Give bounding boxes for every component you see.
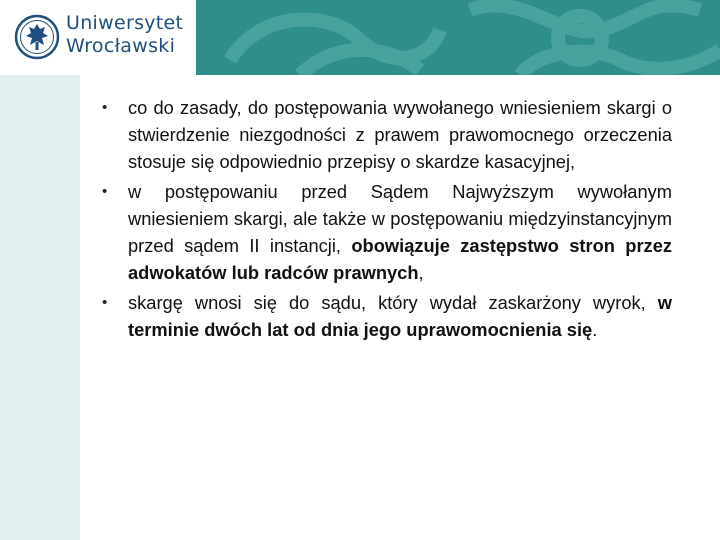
- bullet-text: w postępowaniu przed Sądem Najwyższym wywołanym wniesieniem skargi, ale także w postępowaniu międzyinstancyjnym przed sądem II instancji,: [128, 181, 672, 256]
- bullet-text: skargę wnosi się do sądu, który wydał zaskarżony wyrok,: [128, 292, 658, 313]
- bullet-text-bold: obowiązuje zastępstwo stron przez adwokatów lub radców prawnych: [128, 235, 673, 283]
- bullet-item: [102, 289, 672, 343]
- bullet-text: co do zasady, do postępowania wywołanego wniesieniem skargi o stwierdzenie niezgodności z prawem prawomocnego orzeczenia stosuje się odpowiednio przepisy o skardze kasacyjnej,: [128, 97, 672, 172]
- university-name: [66, 12, 183, 58]
- left-sidebar-panel: [0, 75, 80, 540]
- bullet-list: [102, 94, 672, 343]
- bullet-text: ,: [418, 262, 424, 283]
- bullet-item: [102, 178, 672, 286]
- bullet-text: .: [592, 319, 598, 340]
- slide-content: [102, 94, 672, 346]
- logo-line-2: Wrocławski: [66, 35, 176, 57]
- logo-line-1: Uniwersytet: [66, 12, 184, 34]
- eagle-crest-icon: [14, 12, 60, 62]
- university-logo[interactable]: [0, 0, 196, 75]
- bullet-text-bold: w terminie dwóch lat od dnia jego uprawomocnienia się: [128, 292, 672, 340]
- bullet-item: [102, 94, 672, 175]
